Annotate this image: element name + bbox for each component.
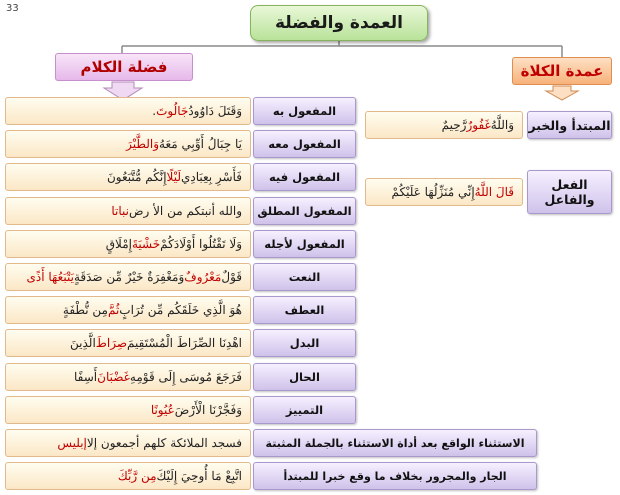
example-box [5, 462, 251, 490]
example-text: يَا جِبَالُ أَوِّبِي مَعَهُ [159, 137, 242, 152]
example-text: اهْدِنَا الصِّرَاطَ الْمُسْتَقِيمَ [127, 336, 242, 351]
example-box [5, 296, 251, 324]
umda-down-arrow [546, 86, 578, 100]
example-box [5, 263, 251, 291]
example-box [5, 97, 251, 125]
example-box [5, 230, 251, 258]
example-text: فَرَجَعَ مُوسَى إِلَى قَوْمِهِ [129, 369, 242, 384]
fadla-header: فضلة الكلام [55, 53, 193, 81]
term-label: النعت [253, 263, 356, 291]
example-text: وَاللَّهُ [490, 118, 514, 132]
term-label: المبتدأ والخبر [527, 111, 612, 139]
example-highlight: صِرَاطَ [95, 336, 128, 351]
example-text: فسجد الملائكة كلهم أجمعون إلا [86, 436, 242, 450]
example-highlight: نباتا [111, 203, 129, 218]
example-box [365, 111, 523, 139]
example-text: أَسِفًا [74, 369, 98, 384]
example-highlight: مَعْرُوفٌ [184, 270, 222, 284]
example-text: رَّحِيمٌ [441, 118, 467, 132]
example-text: إِمْلَاقٍ [105, 236, 132, 251]
example-highlight: جَالُوتَ [156, 104, 189, 118]
example-highlight: قَالَ اللَّهُ [474, 185, 514, 199]
example-text: وَفَجَّرْنَا الْأَرْضَ [174, 402, 242, 417]
example-highlight: عُيُونًا [150, 402, 175, 417]
example-text: هُوَ الَّذِي خَلَقَكُم مِّن تُرَابٍ [119, 303, 242, 318]
example-box [365, 178, 523, 206]
term-label: الفعل والفاعل [527, 170, 612, 214]
term-label: العطف [253, 296, 356, 324]
example-highlight: خَشْيَةَ [131, 236, 161, 251]
example-text: . [152, 104, 157, 118]
example-text: مِن نُّطْفَةٍ [62, 303, 108, 318]
example-box [5, 197, 251, 225]
example-text: وَلَا تَقْتُلُوا أَوْلَادَكُمْ [160, 236, 242, 251]
example-box [5, 329, 251, 357]
example-highlight: لَيْلًا [166, 170, 181, 185]
root-title: العمدة والفضلة [250, 5, 428, 41]
term-label: التمييز [253, 396, 356, 424]
term-label: المفعول لأجله [253, 230, 356, 258]
example-text: وَمَغْفِرَةٌ خَيْرٌ مِّن صَدَقَةٍ [73, 270, 185, 284]
term-label: الحال [253, 363, 356, 391]
example-box [5, 163, 251, 191]
term-label: المفعول المطلق [253, 197, 356, 225]
umda-header: عمدة الكلاة [512, 57, 612, 85]
example-box [5, 396, 251, 424]
term-label: المفعول به [253, 97, 356, 125]
example-box [5, 429, 251, 457]
example-box [5, 363, 251, 391]
page-number: 33 [6, 3, 19, 14]
term-label: المفعول فيه [253, 163, 356, 191]
term-label: الاستثناء الواقع بعد أداة الاستثناء بالجملة المثبتة [253, 429, 537, 457]
example-text: قَوْلٌ [221, 270, 242, 284]
example-text: إِنَّكُم مُّتَّبَعُونَ [106, 170, 167, 185]
example-text: إِنِّي مُنَزِّلُهَا عَلَيْكُمْ [391, 185, 475, 199]
example-highlight: يَتْبَعُهَا أَذًى [26, 270, 74, 284]
example-highlight: وَالطَّيْرَ [126, 137, 160, 152]
example-highlight: ثُمَّ [107, 303, 120, 318]
example-box [5, 130, 251, 158]
term-label: الجار والمجرور بخلاف ما وقع خبرا للمبتدأ [253, 462, 537, 490]
example-highlight: مِن رَّبِّكَ [117, 469, 157, 483]
example-text: والله أنبتكم من الأ رض [128, 203, 242, 218]
term-label: المفعول معه [253, 130, 356, 158]
example-text: اتَّبِعْ مَا أُوحِيَ إِلَيْكَ [156, 469, 242, 483]
example-highlight: إبليس [57, 436, 87, 450]
example-highlight: غَفُورٌ [466, 118, 491, 132]
example-text: وَقَتَلَ دَاوُودُ [188, 104, 242, 118]
example-text: الَّذِينَ [70, 336, 96, 351]
example-highlight: غَضْبَانَ [97, 369, 130, 384]
term-label: البدل [253, 329, 356, 357]
example-text: فَأَسْرِ بِعِبَادِي [180, 170, 242, 185]
